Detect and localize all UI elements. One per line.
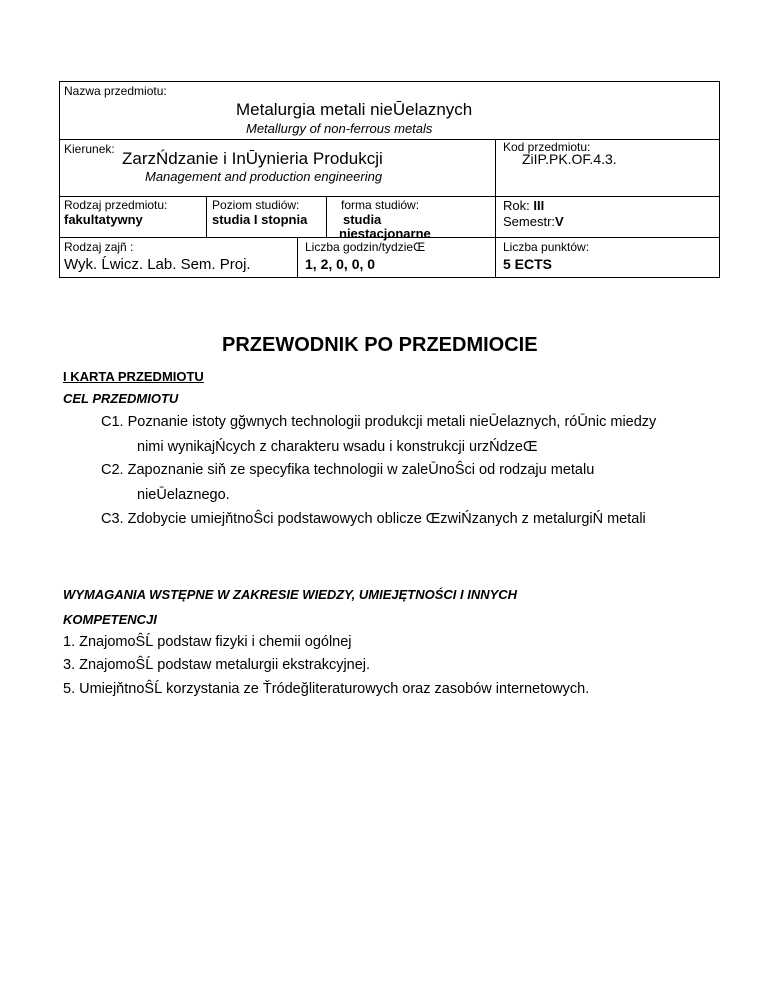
row-divider xyxy=(59,196,720,197)
zajec-label: Rodzaj zajñ : xyxy=(64,240,134,254)
forma-value-1: studia xyxy=(343,212,382,227)
wymagania-heading-1: WYMAGANIA WSTĘPNE W ZAKRESIE WIEDZY, UMIEJĘTNOŚCI I INNYCH xyxy=(63,587,518,602)
punktow-label: Liczba punktów: xyxy=(503,240,590,254)
rok-value: III xyxy=(533,198,545,213)
forma-value-2: niestacjonarne xyxy=(339,226,431,241)
section-heading: I KARTA PRZEDMIOTU xyxy=(63,369,204,384)
kod-label: Kod przedmiotu: xyxy=(503,140,591,154)
punktow-value: 5 ECTS xyxy=(503,256,553,272)
course-title-en: Metallurgy of non-ferrous metals xyxy=(246,121,433,136)
rodzaj-label: Rodzaj przedmiotu: xyxy=(64,198,168,212)
col-divider xyxy=(297,237,298,278)
zajec-value: Wyk. Ĺwicz. Lab. Sem. Proj. xyxy=(64,256,251,273)
kierunek-label: Kierunek: xyxy=(64,142,115,156)
rok-label: Rok: xyxy=(503,198,534,213)
semestr-value: V xyxy=(555,214,564,229)
poziom-label: Poziom studiów: xyxy=(212,198,300,212)
goal-c1-line1: C1. Poznanie istoty gğwnych technologii produkcji metali nieŪelaznych, róŪnic miedzy xyxy=(101,414,657,430)
semestr-label: Semestr: xyxy=(503,214,556,229)
col-divider xyxy=(495,139,496,278)
kierunek-value: ZarzŃdzanie i InŪynieria Produkcji xyxy=(122,149,383,168)
rodzaj-value: fakultatywny xyxy=(64,212,143,227)
kod-value: ZiIP.PK.OF.4.3. xyxy=(522,151,617,167)
rok-field xyxy=(503,198,544,213)
kierunek-en: Management and production engineering xyxy=(145,169,383,184)
col-divider xyxy=(206,196,207,237)
row-divider xyxy=(59,139,720,140)
cel-heading: CEL PRZEDMIOTU xyxy=(63,391,179,406)
goal-c2-line1: C2. Zapoznanie siň ze specyfika technologii w zaleŪnoŜci od rodzaju metalu xyxy=(101,462,595,478)
semestr-field xyxy=(503,214,564,229)
wymagania-heading-2: KOMPETENCJI xyxy=(63,612,157,627)
godzin-label: Liczba godzin/tydzieŒ xyxy=(305,240,426,254)
requirement-item: 3. ZnajomoŜĹ podstaw metalurgii ekstrakcyjnej. xyxy=(63,657,371,673)
page-title: PRZEWODNIK PO PRZEDMIOCIE xyxy=(222,334,538,356)
goal-c3: C3. Zdobycie umiejňtnoŜci podstawowych oblicze ŒzwiŃzanych z metalurgiŃ metali xyxy=(101,511,646,527)
requirement-item: 5. UmiejňtnoŜĹ korzystania ze Ťródeğliteraturowych oraz zasobów internetowych. xyxy=(63,681,590,697)
forma-label: forma studiów: xyxy=(341,198,420,212)
requirement-item: 1. ZnajomoŜĹ podstaw fizyki i chemii ogólnej xyxy=(63,634,352,650)
col-divider xyxy=(326,196,327,237)
poziom-value: studia I stopnia xyxy=(212,212,308,227)
course-title-pl: Metalurgia metali nieŪelaznych xyxy=(236,100,473,119)
godzin-value: 1, 2, 0, 0, 0 xyxy=(305,256,376,272)
nazwa-label: Nazwa przedmiotu: xyxy=(64,84,167,98)
goal-c1-line2: nimi wynikajŃcych z charakteru wsadu i konstrukcji urzŃdzeŒ xyxy=(137,439,538,455)
goal-c2-line2: nieŪelaznego. xyxy=(137,487,230,503)
